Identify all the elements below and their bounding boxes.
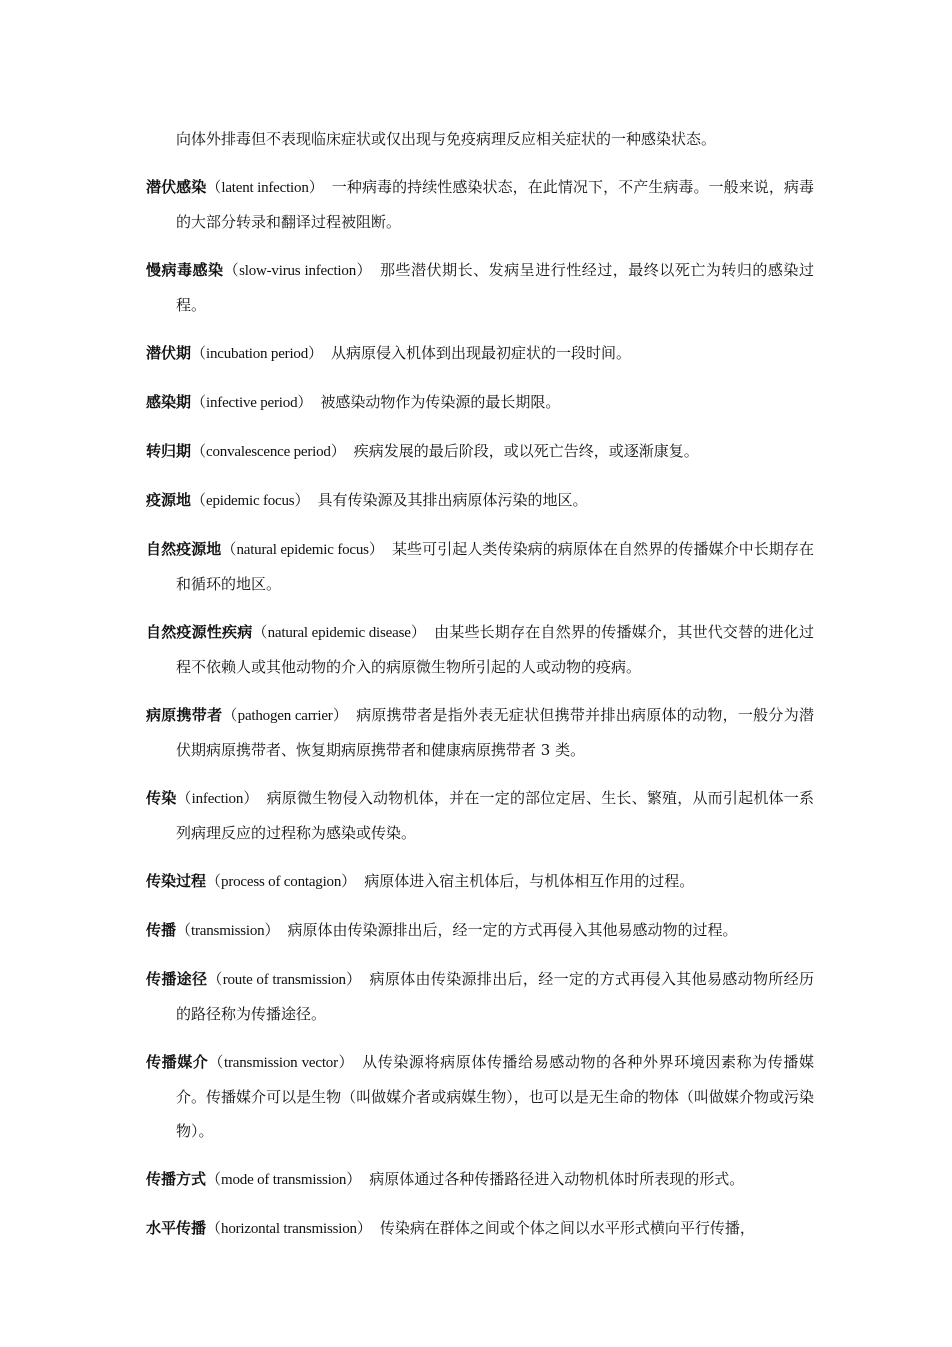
entry-term: 传播途径 bbox=[146, 970, 208, 988]
entry-term: 传播方式 bbox=[146, 1170, 207, 1188]
open-paren: （ bbox=[206, 178, 222, 196]
entry-definition: 由某些长期存在自然界的传播媒介，其世代交替的进化过程不依赖人或其他动物的介入的病原微生物所引起的人或动物的疫病。 bbox=[176, 623, 814, 676]
glossary-entry bbox=[146, 1045, 814, 1148]
glossary-entry bbox=[146, 781, 814, 850]
close-paren: ） bbox=[341, 872, 357, 890]
close-paren: ） bbox=[356, 261, 373, 279]
close-paren: ） bbox=[356, 1219, 372, 1237]
entry-english-term: convalescence period bbox=[206, 444, 331, 460]
glossary-entry bbox=[146, 864, 814, 899]
entry-english-term: epidemic focus bbox=[206, 493, 295, 509]
entry-definition: 病原体由传染源排出后，经一定的方式再侵入其他易感动物的过程。 bbox=[287, 921, 738, 939]
entry-definition: 病原微生物侵入动物机体，并在一定的部位定居、生长、繁殖，从而引起机体一系列病理反应的过程称为感染或传染。 bbox=[176, 789, 814, 842]
open-paren: （ bbox=[222, 706, 238, 724]
glossary-entry bbox=[146, 170, 814, 239]
entry-term: 自然疫源地 bbox=[146, 540, 222, 558]
glossary-entry bbox=[146, 1211, 814, 1246]
glossary-entry bbox=[146, 385, 814, 420]
glossary-entry bbox=[146, 434, 814, 469]
entry-definition: 传染病在群体之间或个体之间以水平形式横向平行传播， bbox=[379, 1219, 755, 1237]
open-paren: （ bbox=[206, 1219, 222, 1237]
entry-english-term: mode of transmission bbox=[221, 1172, 347, 1188]
entry-definition: 具有传染源及其排出病原体污染的地区。 bbox=[317, 491, 588, 509]
entry-term: 水平传播 bbox=[146, 1219, 207, 1237]
glossary-entry bbox=[146, 962, 814, 1031]
entry-english-term: transmission vector bbox=[224, 1055, 338, 1071]
open-paren: （ bbox=[223, 261, 240, 279]
close-paren: ） bbox=[297, 393, 313, 411]
entry-definition: 疾病发展的最后阶段，或以死亡告终，或逐渐康复。 bbox=[353, 442, 699, 460]
open-paren: （ bbox=[252, 623, 268, 641]
entry-definition: 病原体通过各种传播路径进入动物机体时所表现的形式。 bbox=[369, 1170, 745, 1188]
open-paren: （ bbox=[221, 540, 237, 558]
close-paren: ） bbox=[337, 1053, 355, 1071]
glossary-entry bbox=[146, 1162, 814, 1197]
entry-definition: 被感染动物作为传染源的最长期限。 bbox=[320, 393, 561, 411]
open-paren: （ bbox=[176, 921, 192, 939]
glossary-content bbox=[146, 122, 814, 1246]
open-paren: （ bbox=[191, 344, 207, 362]
glossary-entries bbox=[146, 170, 814, 1246]
entry-definition: 从传染源将病原体传播给易感动物的各种外界环境因素称为传播媒介。传播媒介可以是生物（叫做媒介者或病媒生物），也可以是无生命的物体（叫做媒介物或污染物）。 bbox=[176, 1053, 814, 1140]
close-paren: ） bbox=[294, 491, 310, 509]
entry-definition: 病原携带者是指外表无症状但携带并排出病原体的动物，一般分为潜伏期病原携带者、恢复期病原携带者和健康病原携带者 3 类。 bbox=[176, 706, 814, 759]
open-paren: （ bbox=[176, 789, 192, 807]
open-paren: （ bbox=[207, 970, 223, 988]
entry-definition: 从病原侵入机体到出现最初症状的一段时间。 bbox=[331, 344, 632, 362]
entry-english-term: latent infection bbox=[221, 180, 309, 196]
entry-definition: 那些潜伏期长、发病呈进行性经过，最终以死亡为转归的感染过程。 bbox=[176, 261, 814, 314]
close-paren: ） bbox=[346, 1170, 362, 1188]
entry-term: 传染过程 bbox=[146, 872, 207, 890]
entry-term: 传染 bbox=[146, 789, 177, 807]
glossary-entry bbox=[146, 532, 814, 601]
entry-english-term: slow-virus infection bbox=[239, 263, 357, 279]
entry-english-term: route of transmission bbox=[222, 972, 346, 988]
entry-term: 自然疫源性疾病 bbox=[146, 623, 253, 641]
open-paren: （ bbox=[206, 872, 222, 890]
glossary-entry bbox=[146, 253, 814, 322]
close-paren: ） bbox=[330, 442, 346, 460]
entry-term: 转归期 bbox=[146, 442, 192, 460]
open-paren: （ bbox=[191, 393, 207, 411]
entry-definition: 某些可引起人类传染病的病原体在自然界的传播媒介中长期存在和循环的地区。 bbox=[176, 540, 814, 593]
glossary-entry bbox=[146, 698, 814, 767]
entry-english-term: transmission bbox=[191, 923, 265, 939]
entry-english-term: natural epidemic focus bbox=[236, 542, 369, 558]
close-paren: ） bbox=[410, 623, 427, 641]
close-paren: ） bbox=[243, 789, 259, 807]
glossary-entry bbox=[146, 483, 814, 518]
open-paren: （ bbox=[191, 442, 207, 460]
close-paren: ） bbox=[368, 540, 384, 558]
entry-english-term: infection bbox=[191, 791, 244, 807]
open-paren: （ bbox=[191, 491, 207, 509]
entry-term: 传播 bbox=[146, 921, 177, 939]
glossary-entry bbox=[146, 615, 814, 684]
entry-english-term: infective period bbox=[206, 395, 298, 411]
entry-english-term: pathogen carrier bbox=[237, 708, 333, 724]
entry-definition: 一种病毒的持续性感染状态，在此情况下，不产生病毒。一般来说，病毒的大部分转录和翻译过程被阻断。 bbox=[176, 178, 814, 231]
open-paren: （ bbox=[208, 1053, 225, 1071]
close-paren: ） bbox=[345, 970, 362, 988]
entry-term: 潜伏期 bbox=[146, 344, 192, 362]
entry-term: 传播媒介 bbox=[146, 1053, 209, 1071]
entry-english-term: natural epidemic disease bbox=[267, 625, 411, 641]
entry-english-term: incubation period bbox=[206, 346, 309, 362]
entry-term: 病原携带者 bbox=[146, 706, 223, 724]
close-paren: ） bbox=[308, 178, 324, 196]
entry-english-term: horizontal transmission bbox=[221, 1221, 357, 1237]
entry-definition: 病原体进入宿主机体后，与机体相互作用的过程。 bbox=[364, 872, 695, 890]
glossary-entry bbox=[146, 913, 814, 948]
entry-term: 潜伏感染 bbox=[146, 178, 207, 196]
close-paren: ） bbox=[332, 706, 349, 724]
entry-term: 感染期 bbox=[146, 393, 192, 411]
open-paren: （ bbox=[206, 1170, 222, 1188]
entry-definition: 病原体由传染源排出后，经一定的方式再侵入其他易感动物所经历的路径称为传播途径。 bbox=[176, 970, 814, 1023]
close-paren: ） bbox=[308, 344, 324, 362]
glossary-entry bbox=[146, 336, 814, 371]
continuation-paragraph: 向体外排毒但不表现临床症状或仅出现与免疫病理反应相关症状的一种感染状态。 bbox=[176, 130, 717, 148]
entry-english-term: process of contagion bbox=[221, 874, 342, 890]
entry-term: 慢病毒感染 bbox=[146, 261, 224, 279]
entry-term: 疫源地 bbox=[146, 491, 192, 509]
close-paren: ） bbox=[264, 921, 280, 939]
